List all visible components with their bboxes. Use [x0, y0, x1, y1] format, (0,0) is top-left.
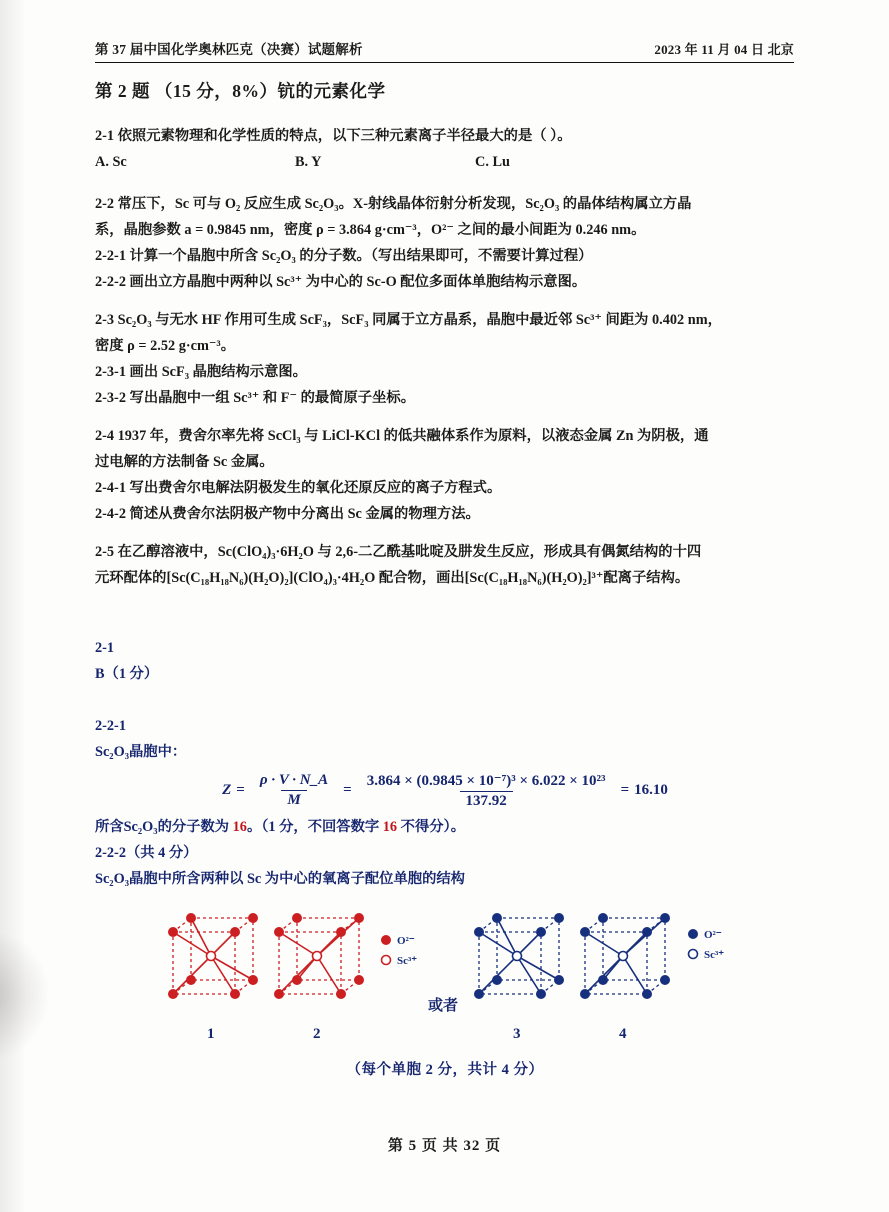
formula-z-symbol: Z	[222, 782, 232, 798]
option-b: B. Y	[295, 154, 322, 170]
legend-red-sc-label: Sc³⁺	[397, 955, 418, 967]
question-2-4-line2: 过电解的方法制备 Sc 金属。	[95, 454, 274, 470]
formula-denominator-left: M	[281, 790, 306, 809]
formula-numerator-left: ρ · V · N_A	[259, 772, 329, 788]
unit-cell-3	[474, 913, 564, 999]
legend-blue-sc-dot	[689, 950, 698, 959]
legend-red	[381, 935, 417, 967]
unit-cell-2	[274, 913, 364, 999]
answer-2-2-1-conclusion	[95, 814, 795, 840]
formula-denominator-right: 137.92	[460, 791, 513, 810]
figure-label-3: 3	[513, 1026, 521, 1042]
figure-label-4: 4	[619, 1026, 627, 1042]
question-2-3-line2: 密度 ρ = 2.52 g·cm⁻³。	[95, 338, 236, 354]
conclusion-end: 不得分）。	[397, 819, 465, 835]
question-2-2-line2: 系，晶胞参数 a = 0.9845 nm，密度 ρ = 3.864 g·cm⁻³，O²⁻ 之间的最小间距为 0.246 nm。	[95, 222, 646, 238]
option-a: A. Sc	[95, 154, 127, 170]
conclusion-number-2: 16	[382, 819, 398, 835]
question-2-4-2: 2-4-2 简述从费舍尔法阴极产物中分离出 Sc 金属的物理方法。	[95, 506, 480, 522]
conclusion-pre: 所含Sc₂O₃的分子数为	[95, 819, 233, 835]
answer-2-1-value: B（1 分）	[95, 666, 159, 682]
question-2-4-line1: 2-4 1937 年，费舍尔率先将 ScCl₃ 与 LiCl-KCl 的低共融体系作为原料，以液态金属 Zn 为阴极，通	[95, 428, 709, 444]
figure-label-1: 1	[207, 1026, 215, 1042]
conclusion-mid: 。（1 分，不回答数字	[246, 819, 383, 835]
coordination-polyhedra-svg	[95, 906, 795, 1046]
cell-diagrams	[95, 906, 795, 1042]
page-title: 第 2 题 （15 分，8%）钪的元素化学	[95, 81, 386, 101]
question-2-5-line2: 元环配体的[Sc(C₁₈H₁₈N₆)(H₂O)₂](ClO₄)₃·4H₂O 配合物，画出[Sc(C₁₈H₁₈N₆)(H₂O)₂]³⁺配离子结构。	[95, 570, 690, 586]
question-2-4-1: 2-4-1 写出费舍尔电解法阴极发生的氧化还原反应的离子方程式。	[95, 480, 502, 496]
legend-blue	[688, 929, 724, 961]
question-2-3-1: 2-3-1 画出 ScF₃ 晶胞结构示意图。	[95, 364, 307, 380]
figure-caption: （每个单胞 2 分，共计 4 分）	[346, 1062, 544, 1078]
or-text-svg: 或者	[428, 998, 459, 1014]
unit-cell-1	[168, 913, 258, 999]
figure-label-2: 2	[313, 1026, 321, 1042]
legend-blue-sc-label: Sc³⁺	[704, 949, 725, 961]
answer-2-2-2-label: 2-2-2（共 4 分）	[95, 845, 198, 861]
legend-blue-oxygen-dot	[688, 929, 698, 939]
formula-fraction-right	[361, 771, 612, 810]
document-body	[95, 0, 795, 1079]
formula-z-calculation: Z = $\frac{\rho \cdot V \cdot N\_A}{M}$ = $\frac{\text{3.864 × (0.9845 × 10⁻⁷)³ × 6.022 × 10²³}}{137.92}$ = 16.10	[222, 772, 668, 809]
formula-numerator-right: 3.864 × (0.9845 × 10⁻⁷)³ × 6.022 × 10²³	[366, 773, 606, 789]
answer-section	[95, 591, 795, 1079]
page-footer: 第 5 页 共 32 页	[387, 1138, 502, 1154]
option-c: C. Lu	[475, 154, 510, 170]
answer-2-2-2-intro: Sc₂O₃晶胞中所含两种以 Sc 为中心的氧离子配位单胞的结构	[95, 871, 465, 887]
formula-fraction-left	[254, 772, 334, 809]
question-2-5-line1: 2-5 在乙醇溶液中，Sc(ClO₄)₃·6H₂O 与 2,6-二乙酰基吡啶及肼发生反应，形成具有偶氮结构的十四	[95, 544, 702, 560]
header-left-text: 第 37 届中国化学奥林匹克（决赛）试题解析	[95, 42, 363, 57]
formula-result: 16.10	[634, 782, 668, 798]
answer-2-2-1-intro: Sc₂O₃晶胞中：	[95, 744, 187, 760]
legend-blue-oxygen-label: O²⁻	[704, 929, 722, 941]
conclusion-number-1: 16	[232, 819, 247, 835]
legend-red-oxygen-dot	[381, 935, 391, 945]
answer-2-2-1-label: 2-2-1	[95, 718, 126, 734]
question-2-1: 2-1 依照元素物理和化学性质的特点，以下三种元素离子半径最大的是（ ）。	[95, 128, 572, 144]
question-2-2-2: 2-2-2 画出立方晶胞中两种以 Sc³⁺ 为中心的 Sc-O 配位多面体单胞结构示意图。	[95, 274, 587, 290]
header-right-text: 2023 年 11 月 04 日 北京	[654, 42, 794, 57]
question-2-3-2: 2-3-2 写出晶胞中一组 Sc³⁺ 和 F⁻ 的最简原子坐标。	[95, 390, 415, 406]
unit-cell-4	[580, 913, 670, 999]
legend-red-sc-dot	[382, 956, 391, 965]
legend-red-oxygen-label: O²⁻	[397, 935, 415, 947]
question-2-1-options	[95, 149, 795, 175]
question-2-2-line1: 2-2 常压下，Sc 可与 O₂ 反应生成 Sc₂O₃。X-射线晶体衍射分析发现，Sc₂O₃ 的晶体结构属立方晶	[95, 196, 692, 212]
question-2-2-1: 2-2-1 计算一个晶胞中所含 Sc₂O₃ 的分子数。（写出结果即可，不需要计算过程）	[95, 248, 593, 264]
scan-artifact	[0, 930, 50, 1060]
question-2-3-line1: 2-3 Sc₂O₃ 与无水 HF 作用可生成 ScF₃，ScF₃ 同属于立方晶系，晶胞中最近邻 Sc³⁺ 间距为 0.402 nm，	[95, 312, 722, 328]
answer-2-1-label: 2-1	[95, 640, 115, 656]
